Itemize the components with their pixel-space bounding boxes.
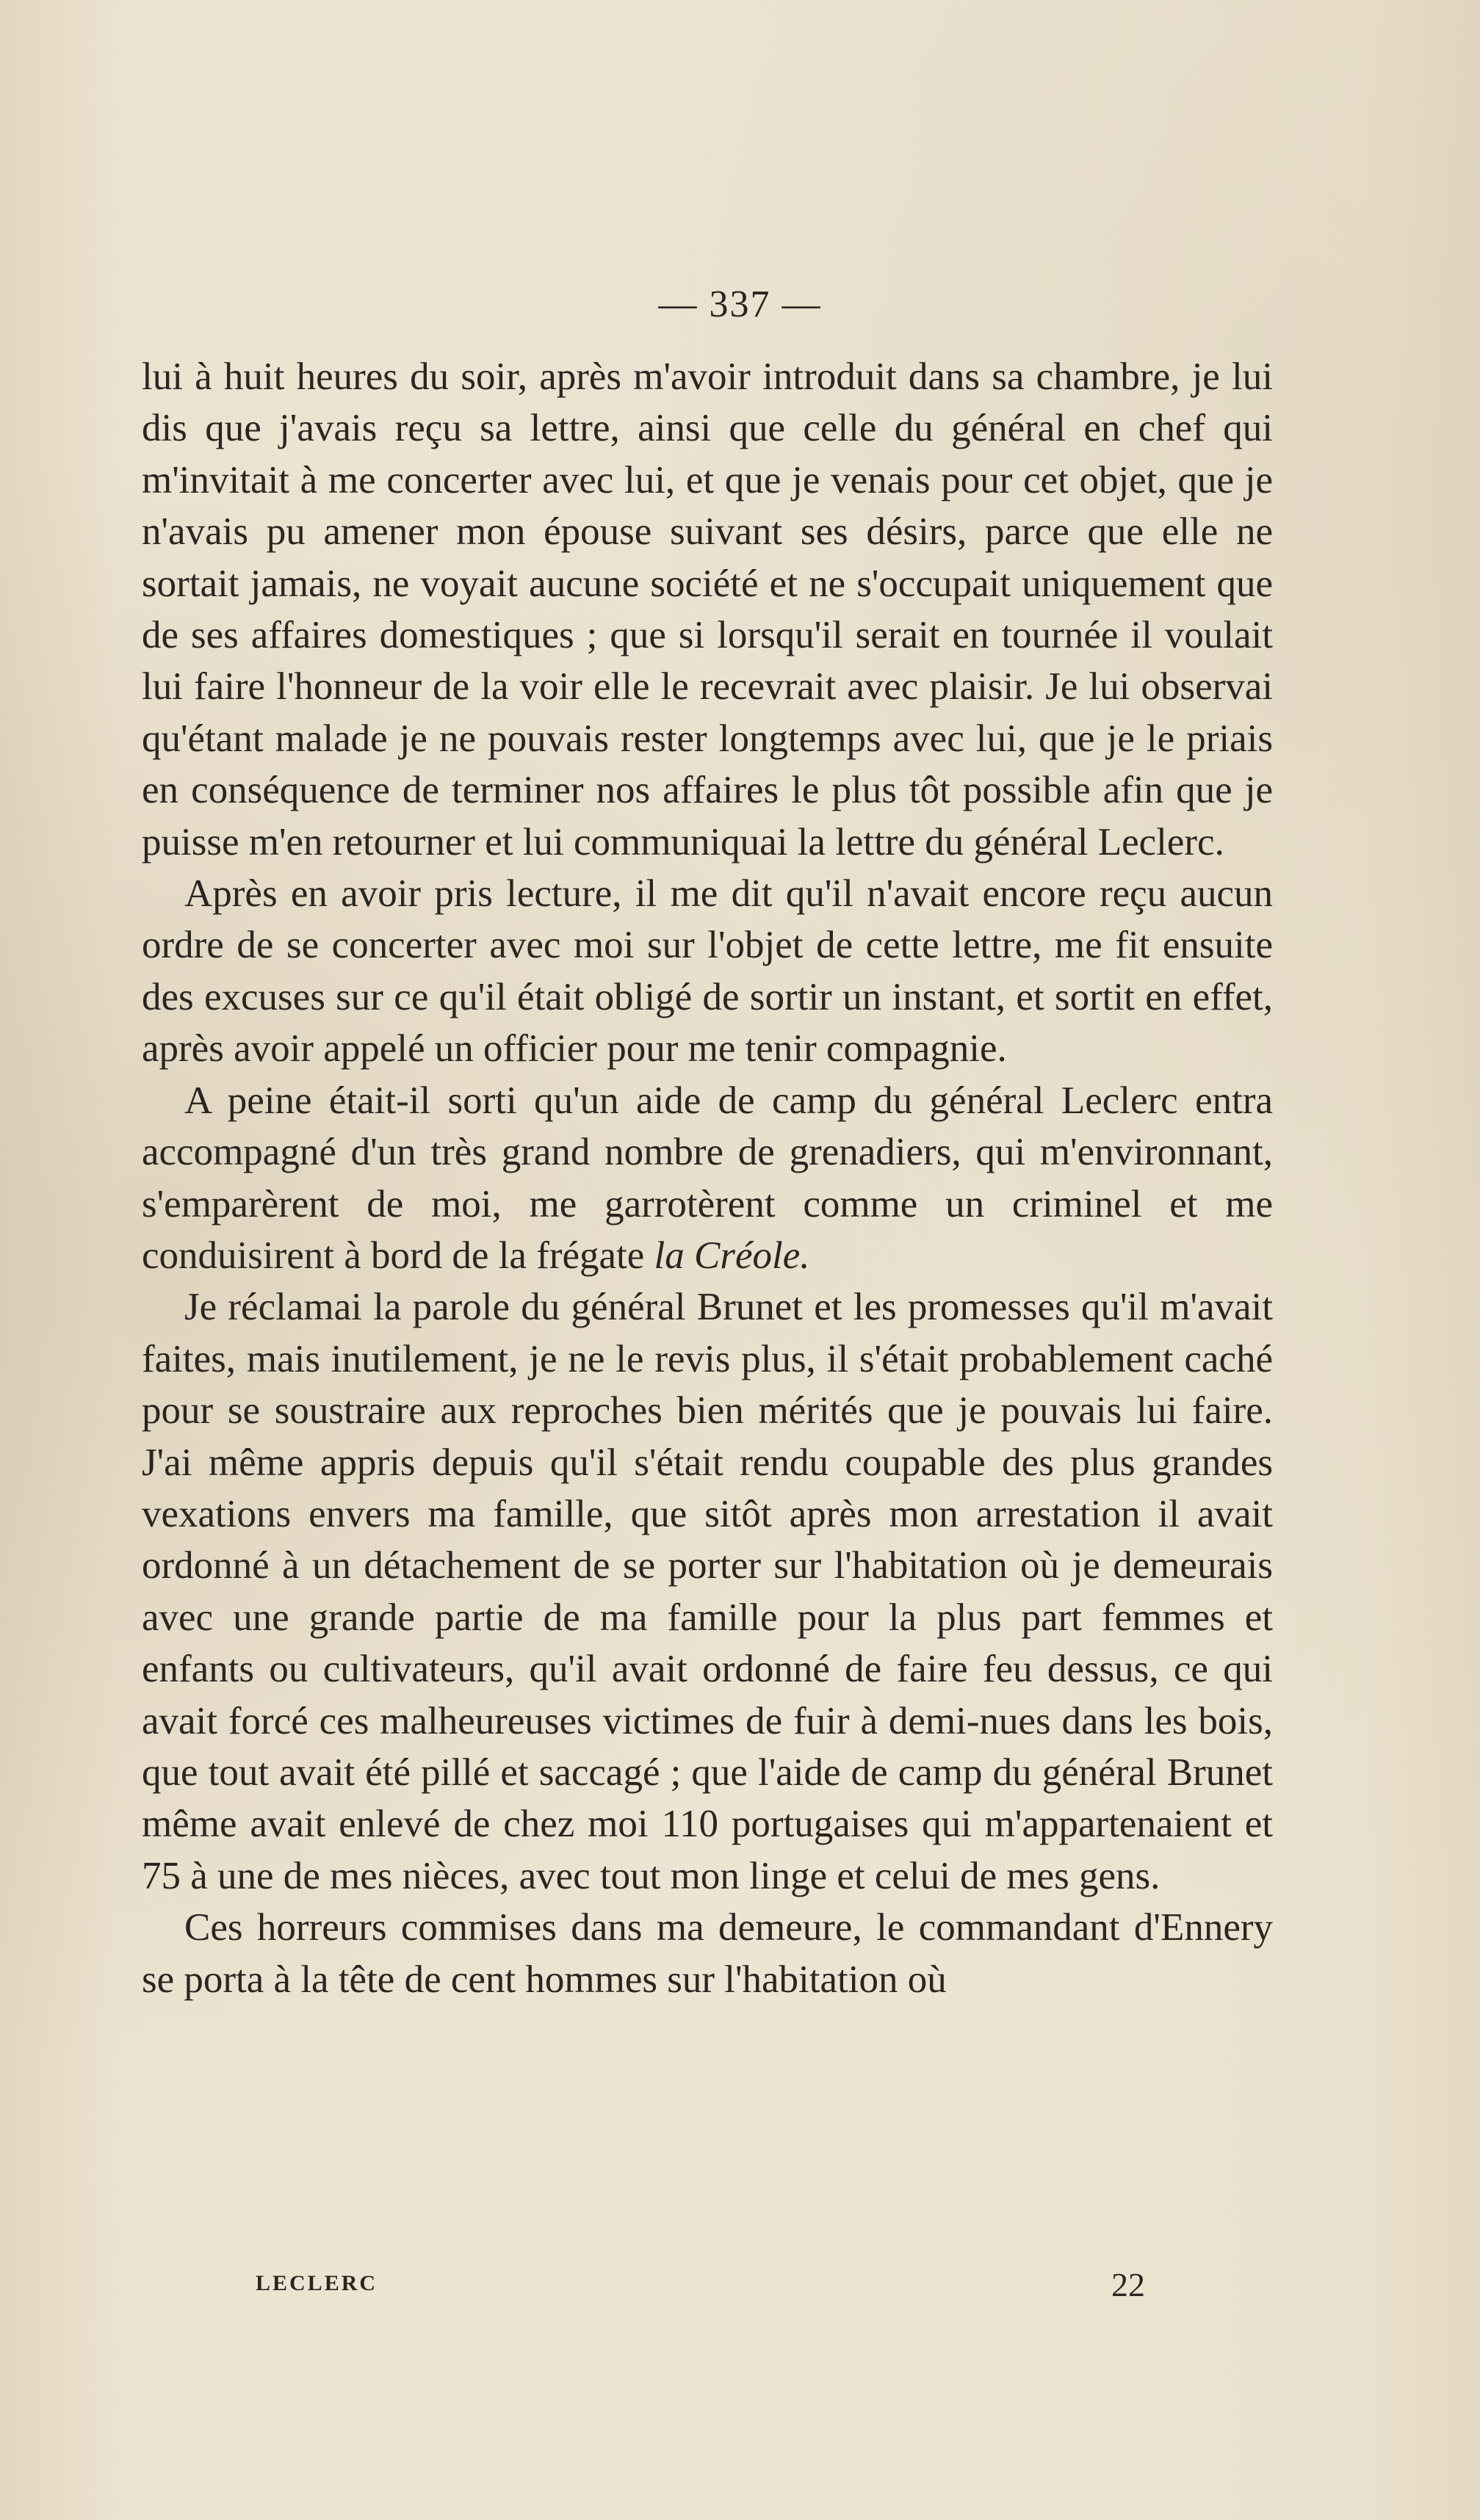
paragraph-arrest-text: A peine était-il sorti qu'un aide de camp du général Leclerc entra accompagné d'un très grand nombre de grenadiers, qui m'environnant, s'emparèrent de moi, me garrotèrent comme un criminel et me conduisirent à bord de la frégate (142, 1079, 1273, 1277)
paragraph-continuation: lui à huit heures du soir, après m'avoir introduit dans sa chambre, je lui dis que j'avais reçu sa lettre, ainsi que celle du général en chef qui m'invitait à me concerter avec lui, et que je venais pour cet objet, que je n'avais pu amener mon épouse suivant ses désirs, parce que elle ne sortait jamais, ne voyait aucune société et ne s'occupait uniquement que de ses affaires domestiques ; que si lorsqu'il serait en tournée il voulait lui faire l'honneur de la voir elle le recevrait avec plaisir. Je lui observai qu'étant malade je ne pouvais rester longtemps avec lui, que je le priais en conséquence de terminer nos affaires le plus tôt possible afin que je puisse m'en retourner et lui communiquai la lettre du général Leclerc. (142, 355, 1273, 863)
paragraph-lecture: Après en avoir pris lecture, il me dit qu'il n'avait encore reçu aucun ordre de se concerter avec moi sur l'objet de cette lettre, me fit ensuite des excuses sur ce qu'il était obligé de sortir un instant, et sortit en effet, après avoir appelé un officier pour me tenir compagnie. (142, 872, 1273, 1071)
ship-name: la Créole. (654, 1234, 810, 1277)
paragraph-reclamation: Je réclamai la parole du général Brunet et les promesses qu'il m'avait faites, mais inutilement, je ne le revis plus, il s'était probablement caché pour se soustraire aux reproches bien mérités que je pouvais lui faire. J'ai même appris depuis qu'il s'était rendu coupable des plus grandes vexations envers ma famille, que sitôt après mon arrestation il avait ordonné à un détachement de se porter sur l'habitation où je demeurais avec une grande partie de ma famille pour la plus part femmes et enfants ou cultivateurs, qu'il avait ordonné de faire feu dessus, ce qui avait forcé ces malheureuses victimes de fuir à demi-nues dans les bois, que tout avait été pillé et saccagé ; que l'aide de camp du général Brunet même avait enlevé de chez moi 110 portugaises qui m'appartenaient et 75 à une de mes nièces, avec tout mon linge et celui de mes gens. (142, 1286, 1273, 1897)
sheet-number: 22 (1111, 2266, 1145, 2303)
page-footer (142, 2265, 1273, 2309)
page-number: — 337 — (658, 283, 822, 325)
signature-mark: LECLERC (256, 2271, 378, 2295)
paragraph-horreurs: Ces horreurs commises dans ma demeure, le commandant d'Ennery se porta à la tête de cent hommes sur l'habitation où (142, 1906, 1273, 2001)
body-text (142, 351, 1273, 2005)
paragraph-arrest (142, 1075, 1273, 1282)
